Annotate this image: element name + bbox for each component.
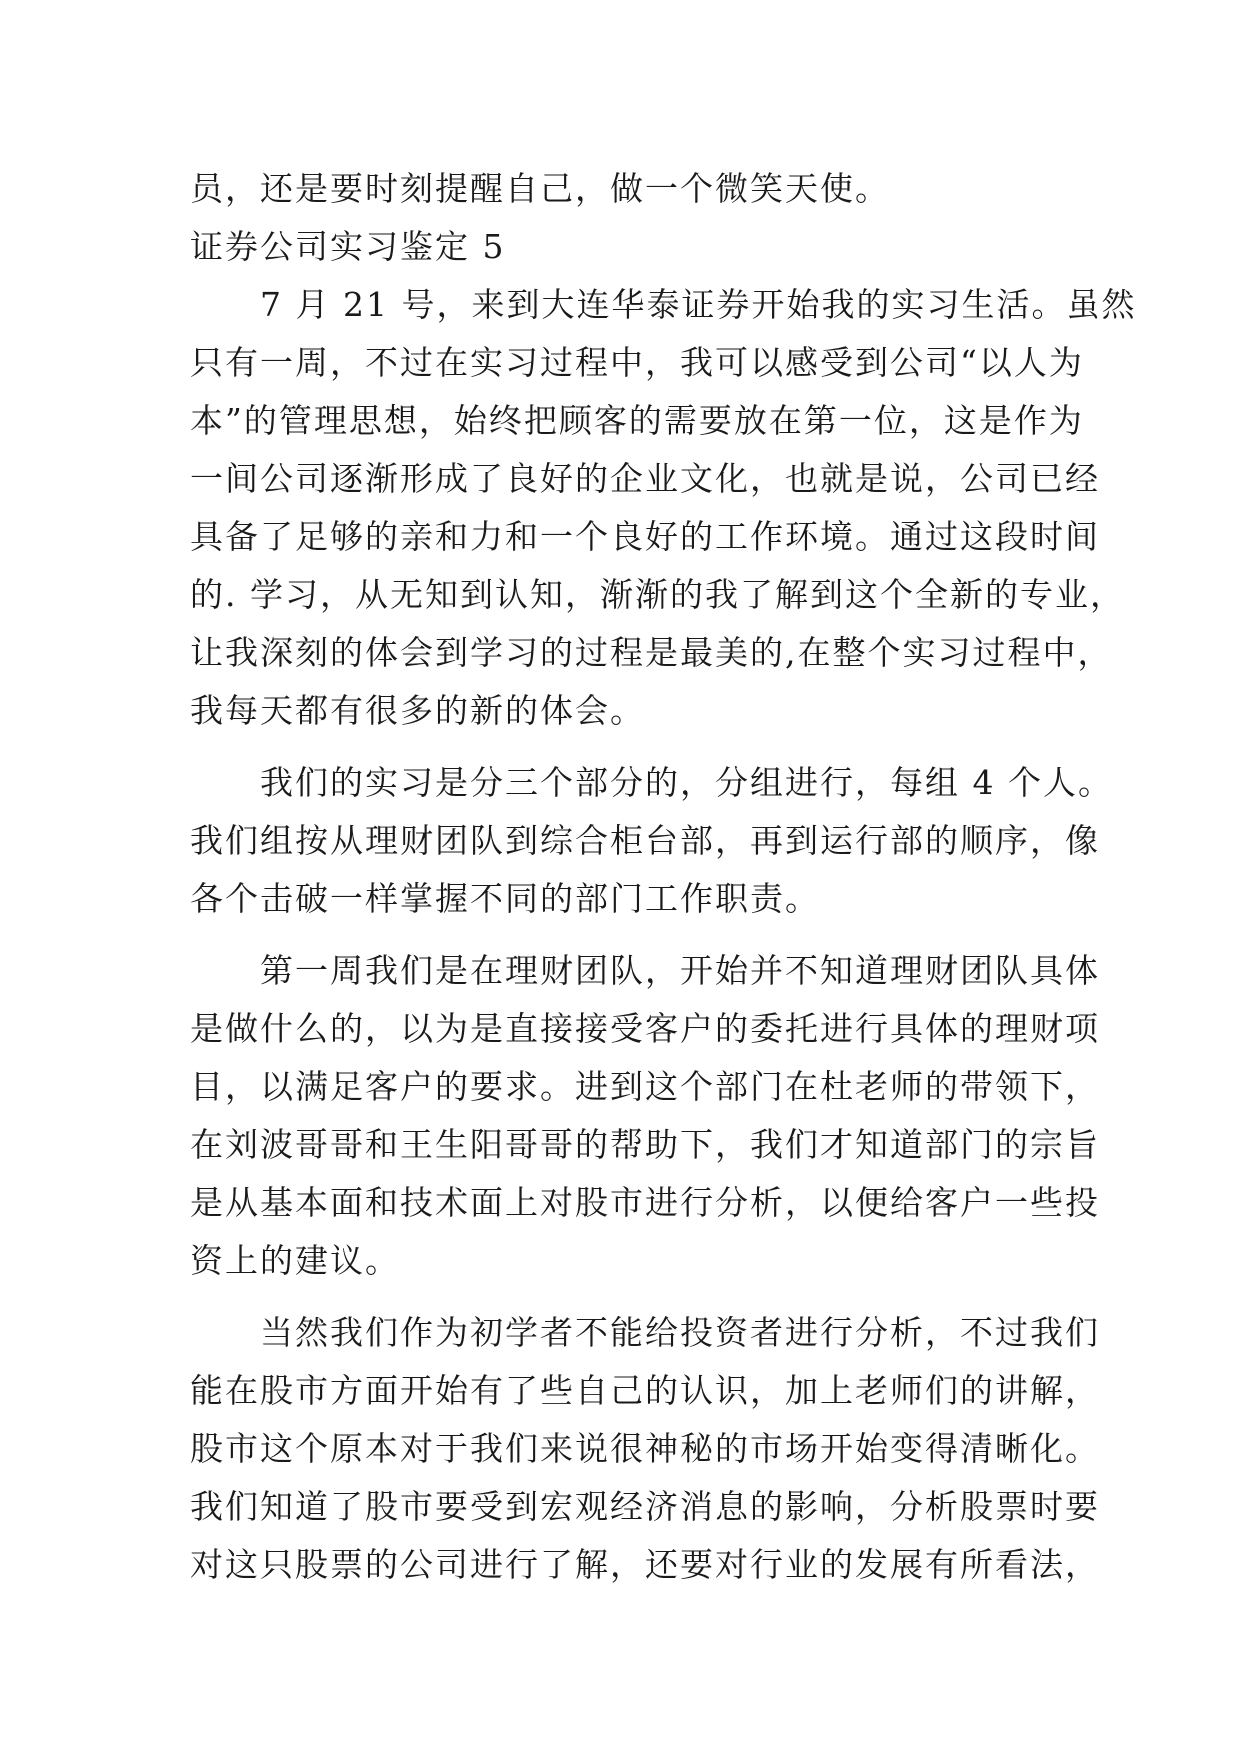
text-line: 第一周我们是在理财团队，开始并不知道理财团队具体 [190,951,1100,990]
text-line: 员，还是要时刻提醒自己，做一个微笑天使。 [190,169,890,208]
text-line: 当然我们作为初学者不能给投资者进行分析，不过我们 [190,1313,1100,1352]
text-line: 让我深刻的体会到学习的过程是最美的,在整个实习过程中， [190,633,1113,672]
text-line: 股市这个原本对于我们来说很神秘的市场开始变得清晰化。 [190,1429,1100,1468]
text-line: 的. 学习，从无知到认知，渐渐的我了解到这个全新的专业， [190,575,1125,614]
text-line: 各个击破一样掌握不同的部门工作职责。 [190,879,820,918]
text-line: 在刘波哥哥和王生阳哥哥的帮助下，我们才知道部门的宗旨 [190,1125,1100,1164]
text-line: 是做什么的，以为是直接接受客户的委托进行具体的理财项 [190,1009,1100,1048]
text-line: 本”的管理思想，始终把顾客的需要放在第一位，这是作为 [190,401,1084,440]
text-line: 我每天都有很多的新的体会。 [190,691,645,730]
text-line: 资上的建议。 [190,1241,400,1280]
paragraph-4 [190,1304,1100,1594]
paragraph-gap [190,1290,1070,1304]
text-line: 能在股市方面开始有了些自己的认识，加上老师们的讲解， [190,1371,1100,1410]
text-line: 目，以满足客户的要求。进到这个部门在杜老师的带领下， [190,1067,1100,1106]
document-body [190,160,1137,1594]
paragraph-2 [190,754,1113,928]
paragraph-3 [190,942,1100,1290]
paragraph-1 [190,276,1137,740]
paragraph-gap [190,928,1070,942]
text-line: 具备了足够的亲和力和一个良好的工作环境。通过这段时间 [190,517,1100,556]
paragraph-gap [190,740,1070,754]
text-line: 7 月 21 号，来到大连华泰证券开始我的实习生活。虽然 [190,285,1137,324]
text-line: 我们的实习是分三个部分的，分组进行，每组 4 个人。 [190,763,1113,802]
text-line: 我们知道了股市要受到宏观经济消息的影响，分析股票时要 [190,1487,1100,1526]
section-heading: 证券公司实习鉴定 5 [190,227,506,266]
text-line: 是从基本面和技术面上对股市进行分析，以便给客户一些投 [190,1183,1100,1222]
text-line: 只有一周，不过在实习过程中，我可以感受到公司“以人为 [190,343,1084,382]
text-line: 对这只股票的公司进行了解，还要对行业的发展有所看法， [190,1545,1100,1584]
text-line: 我们组按从理财团队到综合柜台部，再到运行部的顺序，像 [190,821,1100,860]
text-line: 一间公司逐渐形成了良好的企业文化，也就是说，公司已经 [190,459,1100,498]
